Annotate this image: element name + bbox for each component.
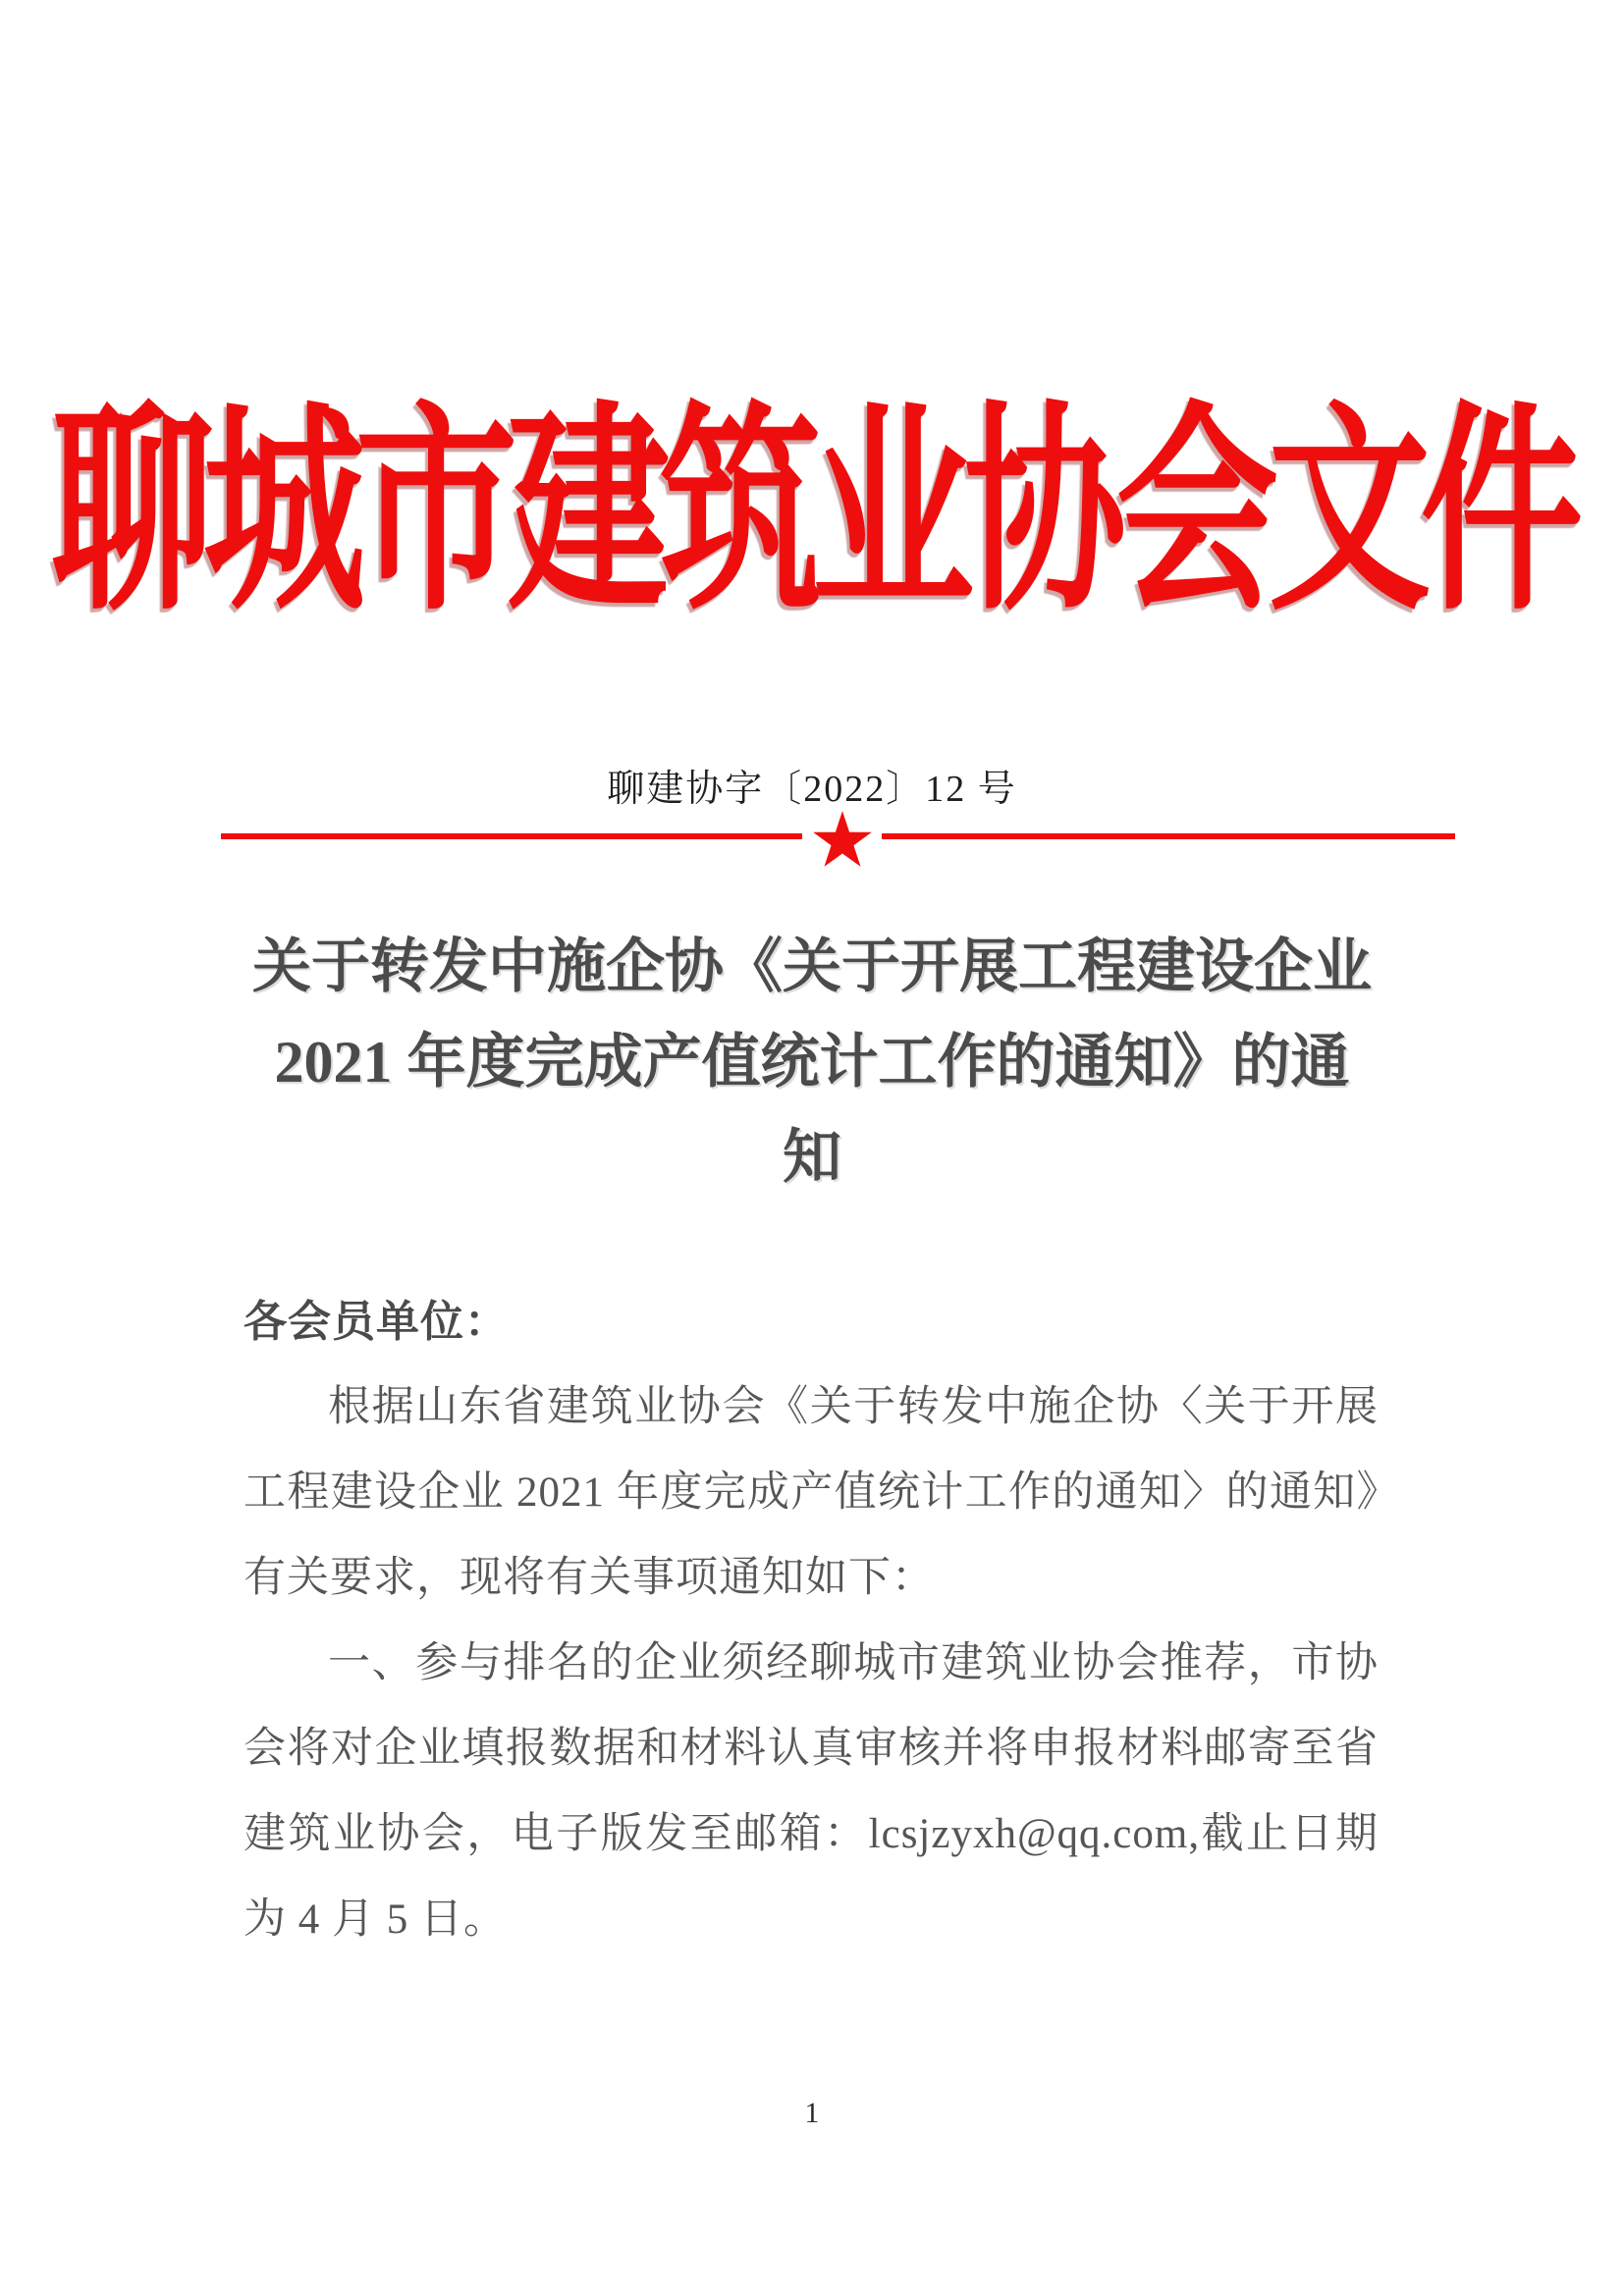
document-body — [244, 1279, 1379, 1962]
document-title-line-3: 知 — [783, 1125, 841, 1190]
salutation: 各会员单位： — [244, 1297, 509, 1347]
document-title-line-2: 2021 年度完成产值统计工作的通知》的通 — [274, 1030, 1350, 1095]
page-number: 1 — [804, 2097, 820, 2129]
body-paragraph: 一、参与排名的企业须经聊城市建筑业协会推荐，市协会将对企业填报数据和材料认真审核并将申报材料邮寄至省建筑业协会，电子版发至邮箱：lcsjzyxh@qq.com,截止日期为 4 月 5 日。 — [244, 1640, 1379, 1943]
document-number: 聊建协字〔2022〕12 号 — [607, 769, 1017, 810]
red-divider-line-left — [221, 833, 802, 839]
red-masthead — [0, 379, 1624, 641]
star-icon: ★ — [808, 796, 877, 885]
document-title — [0, 920, 1624, 1205]
red-divider-line-right — [882, 833, 1455, 839]
document-title-line-1: 关于转发中施企协《关于开展工程建设企业 — [252, 934, 1372, 999]
body-paragraph: 根据山东省建筑业协会《关于转发中施企协〈关于开展工程建设企业 2021 年度完成产值统计工作的通知〉的通知》有关要求，现将有关事项通知如下： — [244, 1384, 1379, 1601]
masthead-title: 聊城市建筑业协会文件 — [51, 379, 1573, 641]
